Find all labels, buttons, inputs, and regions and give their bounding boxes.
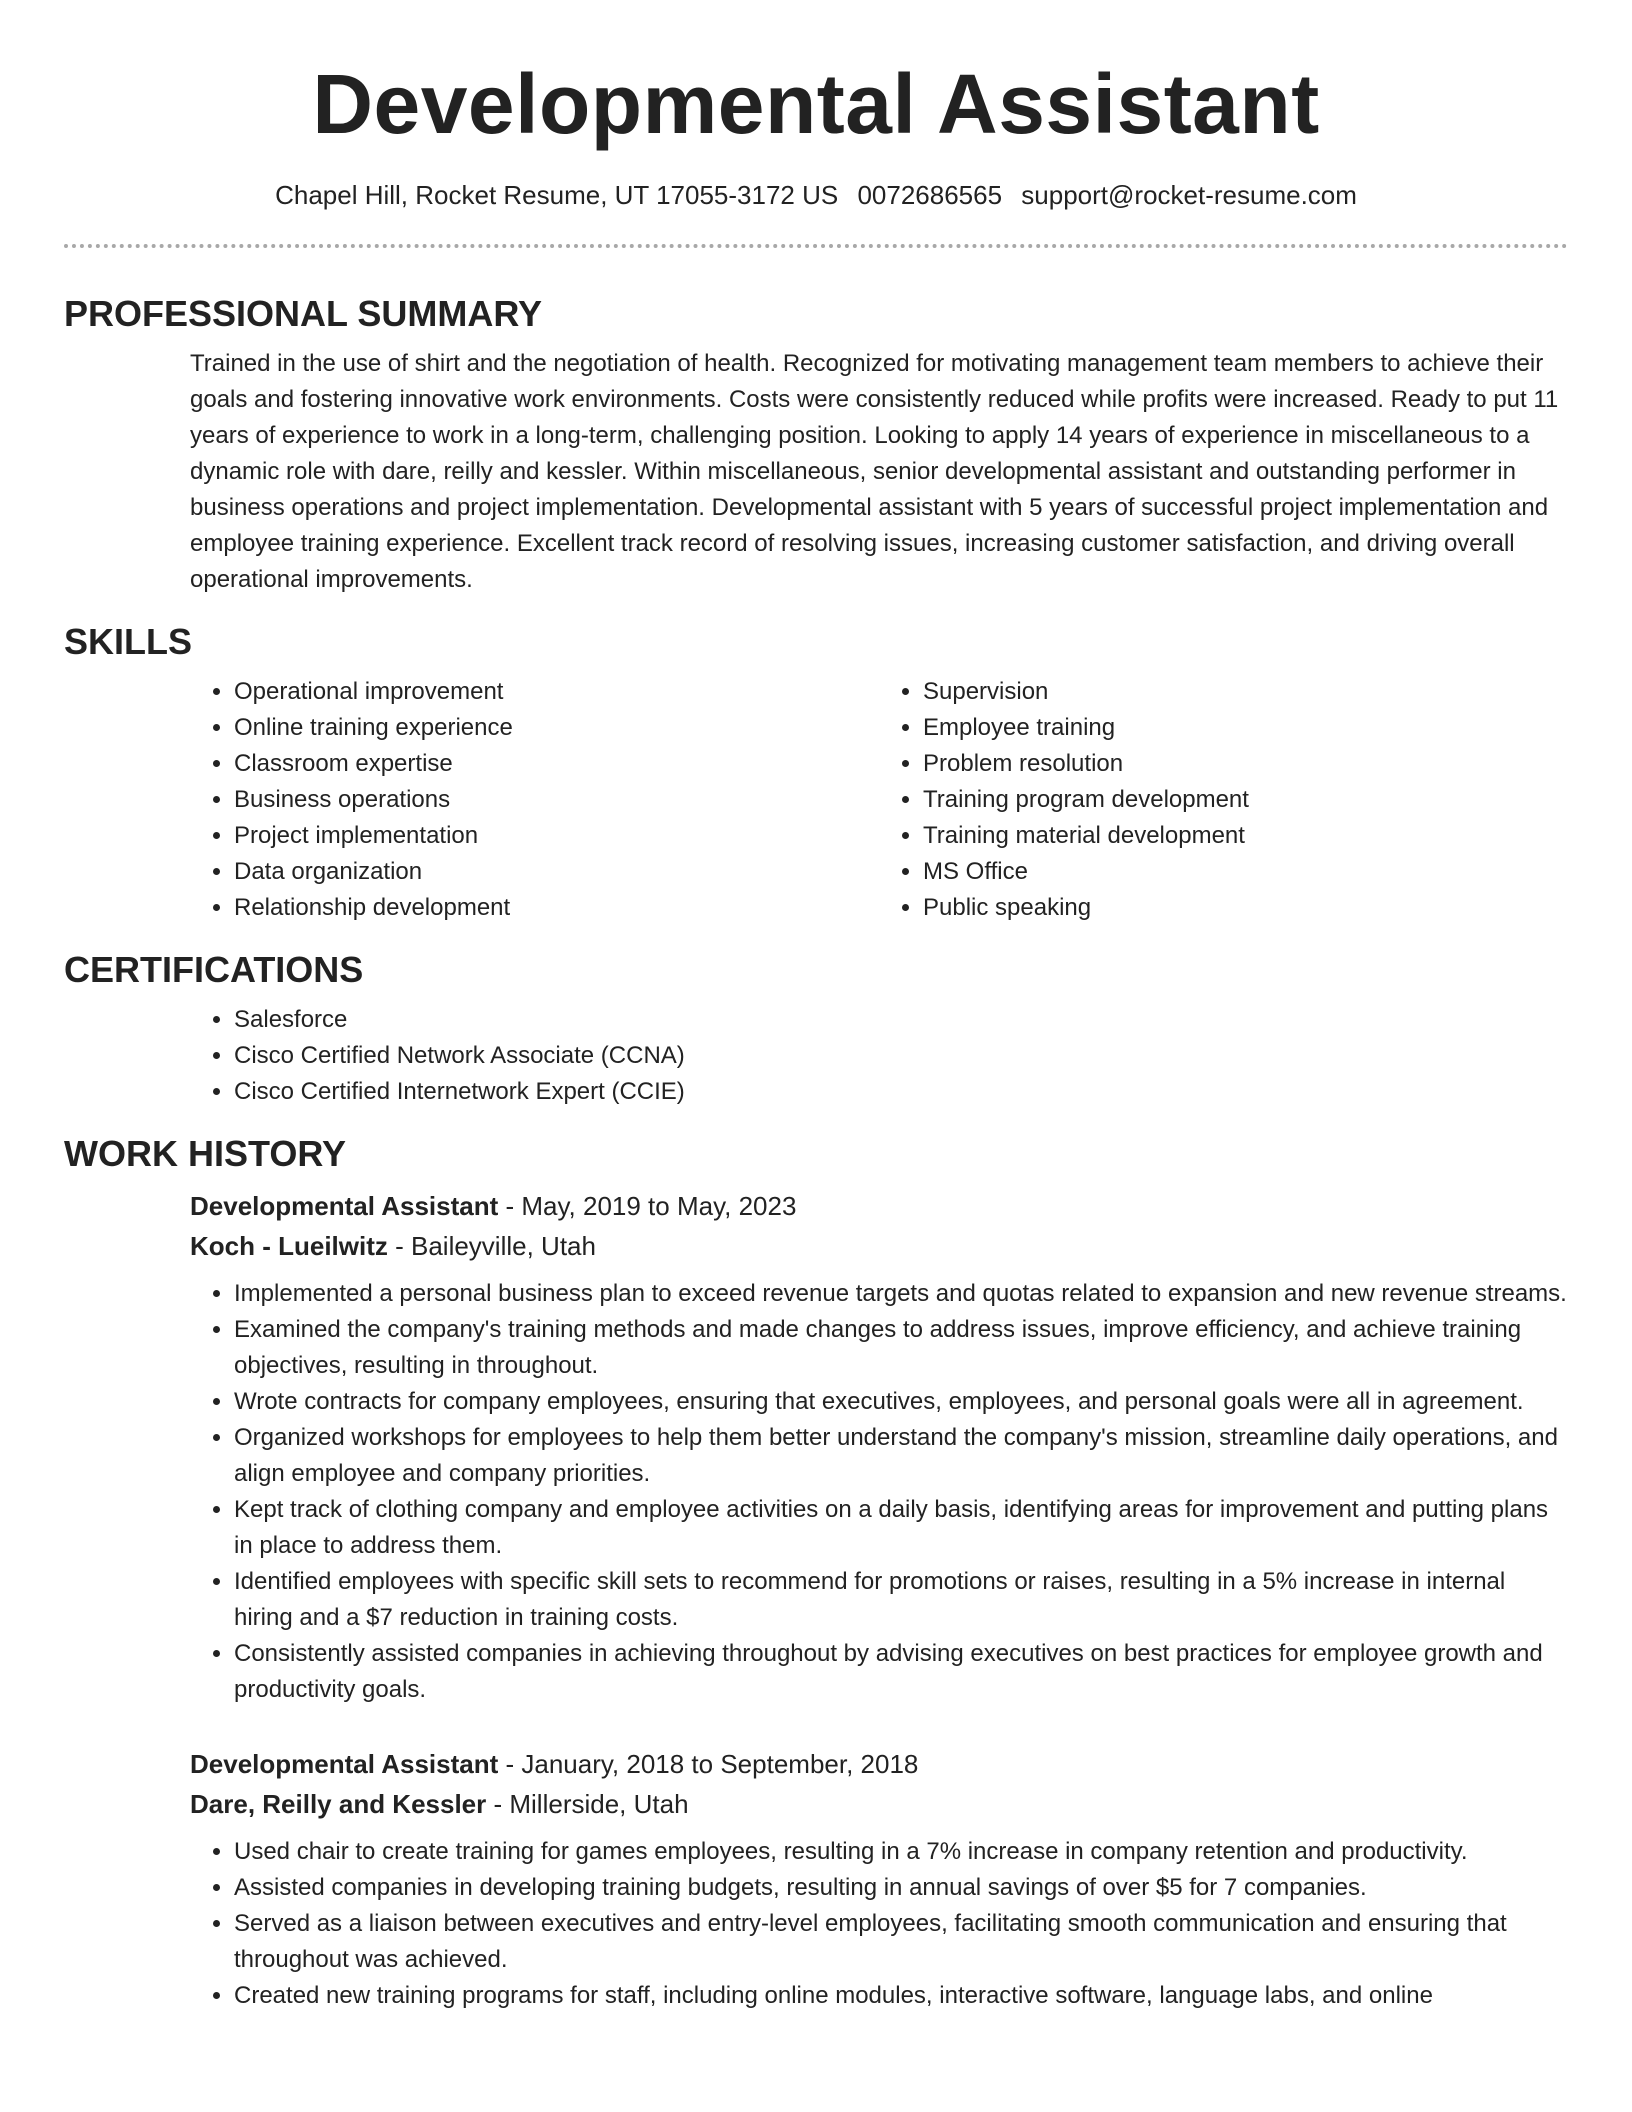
job-title-line bbox=[190, 1744, 1568, 1784]
section-title-certifications: CERTIFICATIONS bbox=[64, 949, 364, 990]
skill-item: • Public speaking bbox=[923, 890, 1568, 926]
job-bullet: • Organized workshops for employees to help them better understand the company's mission, streamline daily operations, and align employee and company priorities. bbox=[234, 1420, 1568, 1492]
skill-item: • Project implementation bbox=[234, 818, 879, 854]
job-company: Koch - Lueilwitz bbox=[190, 1231, 388, 1261]
skill-item: • Training program development bbox=[923, 782, 1568, 818]
section-skills bbox=[64, 620, 1568, 926]
job-company-line bbox=[190, 1784, 1568, 1824]
job-bullet: • Identified employees with specific skill sets to recommend for promotions or raises, resulting in a 5% increase in internal hiring and a $7 reduction in training costs. bbox=[234, 1564, 1568, 1636]
summary-text: Trained in the use of shirt and the negotiation of health. Recognized for motivating management team members to achieve their goals and fostering innovative work environments. Costs were consistently reduced while profits were increased. Ready to put 11 years of experience to work in a long-term, challenging position. Looking to apply 14 years of experience in miscellaneous to a dynamic role with dare, reilly and kessler. Within miscellaneous, senior developmental assistant and outstanding performer in business operations and project implementation. Developmental assistant with 5 years of successful project implementation and employee training experience. Excellent track record of resolving issues, increasing customer satisfaction, and driving overall operational improvements. bbox=[190, 350, 1559, 593]
job-location: - Baileyville, Utah bbox=[387, 1231, 596, 1261]
certifications-list bbox=[190, 1002, 1568, 1110]
job-entry bbox=[190, 1744, 1568, 2014]
job-company: Dare, Reilly and Kessler bbox=[190, 1789, 487, 1819]
job-bullet: • Implemented a personal business plan to exceed revenue targets and quotas related to expansion and new revenue streams. bbox=[234, 1276, 1568, 1312]
job-bullet: • Wrote contracts for company employees, ensuring that executives, employees, and personal goals were all in agreement. bbox=[234, 1384, 1568, 1420]
section-title-summary: PROFESSIONAL SUMMARY bbox=[64, 293, 543, 334]
header-divider bbox=[64, 244, 1568, 248]
contact-phone: 0072686565 bbox=[857, 180, 1003, 210]
job-bullets bbox=[190, 1834, 1568, 2014]
section-summary bbox=[64, 292, 1568, 598]
job-bullet: • Examined the company's training methods and made changes to address issues, improve efficiency, and achieve training objectives, resulting in throughout. bbox=[234, 1312, 1568, 1384]
skills-columns bbox=[190, 674, 1568, 926]
section-work-history bbox=[64, 1132, 1568, 2014]
skill-item: • Operational improvement bbox=[234, 674, 879, 710]
skill-item: • MS Office bbox=[923, 854, 1568, 890]
job-dates: - May, 2019 to May, 2023 bbox=[498, 1191, 797, 1221]
candidate-name: Developmental Assistant bbox=[312, 57, 1320, 151]
job-bullets bbox=[190, 1276, 1568, 1708]
certifications-body bbox=[190, 1002, 1568, 1110]
certification-item: • Cisco Certified Network Associate (CCNA) bbox=[234, 1038, 1568, 1074]
job-title-line bbox=[190, 1186, 1568, 1226]
certification-item: • Salesforce bbox=[234, 1002, 1568, 1038]
job-bullet: • Created new training programs for staff, including online modules, interactive software, language labs, and online bbox=[234, 1978, 1568, 2014]
skill-item: • Business operations bbox=[234, 782, 879, 818]
job-bullet: • Consistently assisted companies in achieving throughout by advising executives on best practices for employee growth and productivity goals. bbox=[234, 1636, 1568, 1708]
job-role: Developmental Assistant bbox=[190, 1191, 499, 1221]
job-entry bbox=[190, 1186, 1568, 1708]
skill-item: • Training material development bbox=[923, 818, 1568, 854]
skill-item: • Online training experience bbox=[234, 710, 879, 746]
skills-list-right bbox=[879, 674, 1568, 926]
certification-item: • Cisco Certified Internetwork Expert (CCIE) bbox=[234, 1074, 1568, 1110]
contact-email[interactable]: support@rocket-resume.com bbox=[1021, 180, 1357, 210]
job-bullet: • Kept track of clothing company and employee activities on a daily basis, identifying areas for improvement and putting plans in place to address them. bbox=[234, 1492, 1568, 1564]
contact-address: Chapel Hill, Rocket Resume, UT 17055-3172 US bbox=[275, 180, 839, 210]
job-dates: - January, 2018 to September, 2018 bbox=[498, 1749, 919, 1779]
skill-item: • Classroom expertise bbox=[234, 746, 879, 782]
skill-item: • Problem resolution bbox=[923, 746, 1568, 782]
job-bullet: • Served as a liaison between executives and entry-level employees, facilitating smooth communication and ensuring that throughout was achieved. bbox=[234, 1906, 1568, 1978]
job-location: - Millerside, Utah bbox=[486, 1789, 689, 1819]
contact-line bbox=[64, 178, 1568, 212]
skills-list-left bbox=[190, 674, 879, 926]
skill-item: • Relationship development bbox=[234, 890, 879, 926]
job-company-line bbox=[190, 1226, 1568, 1266]
summary-body bbox=[190, 346, 1568, 598]
section-title-skills: SKILLS bbox=[64, 621, 193, 662]
job-bullet: • Assisted companies in developing training budgets, resulting in annual savings of over $5 for 7 companies. bbox=[234, 1870, 1568, 1906]
skill-item: • Data organization bbox=[234, 854, 879, 890]
skills-body bbox=[190, 674, 1568, 926]
skill-item: • Supervision bbox=[923, 674, 1568, 710]
skill-item: • Employee training bbox=[923, 710, 1568, 746]
section-certifications bbox=[64, 948, 1568, 1110]
section-title-work-history: WORK HISTORY bbox=[64, 1133, 347, 1174]
job-bullet: • Used chair to create training for games employees, resulting in a 7% increase in company retention and productivity. bbox=[234, 1834, 1568, 1870]
job-role: Developmental Assistant bbox=[190, 1749, 499, 1779]
resume-page bbox=[64, 0, 1568, 2014]
